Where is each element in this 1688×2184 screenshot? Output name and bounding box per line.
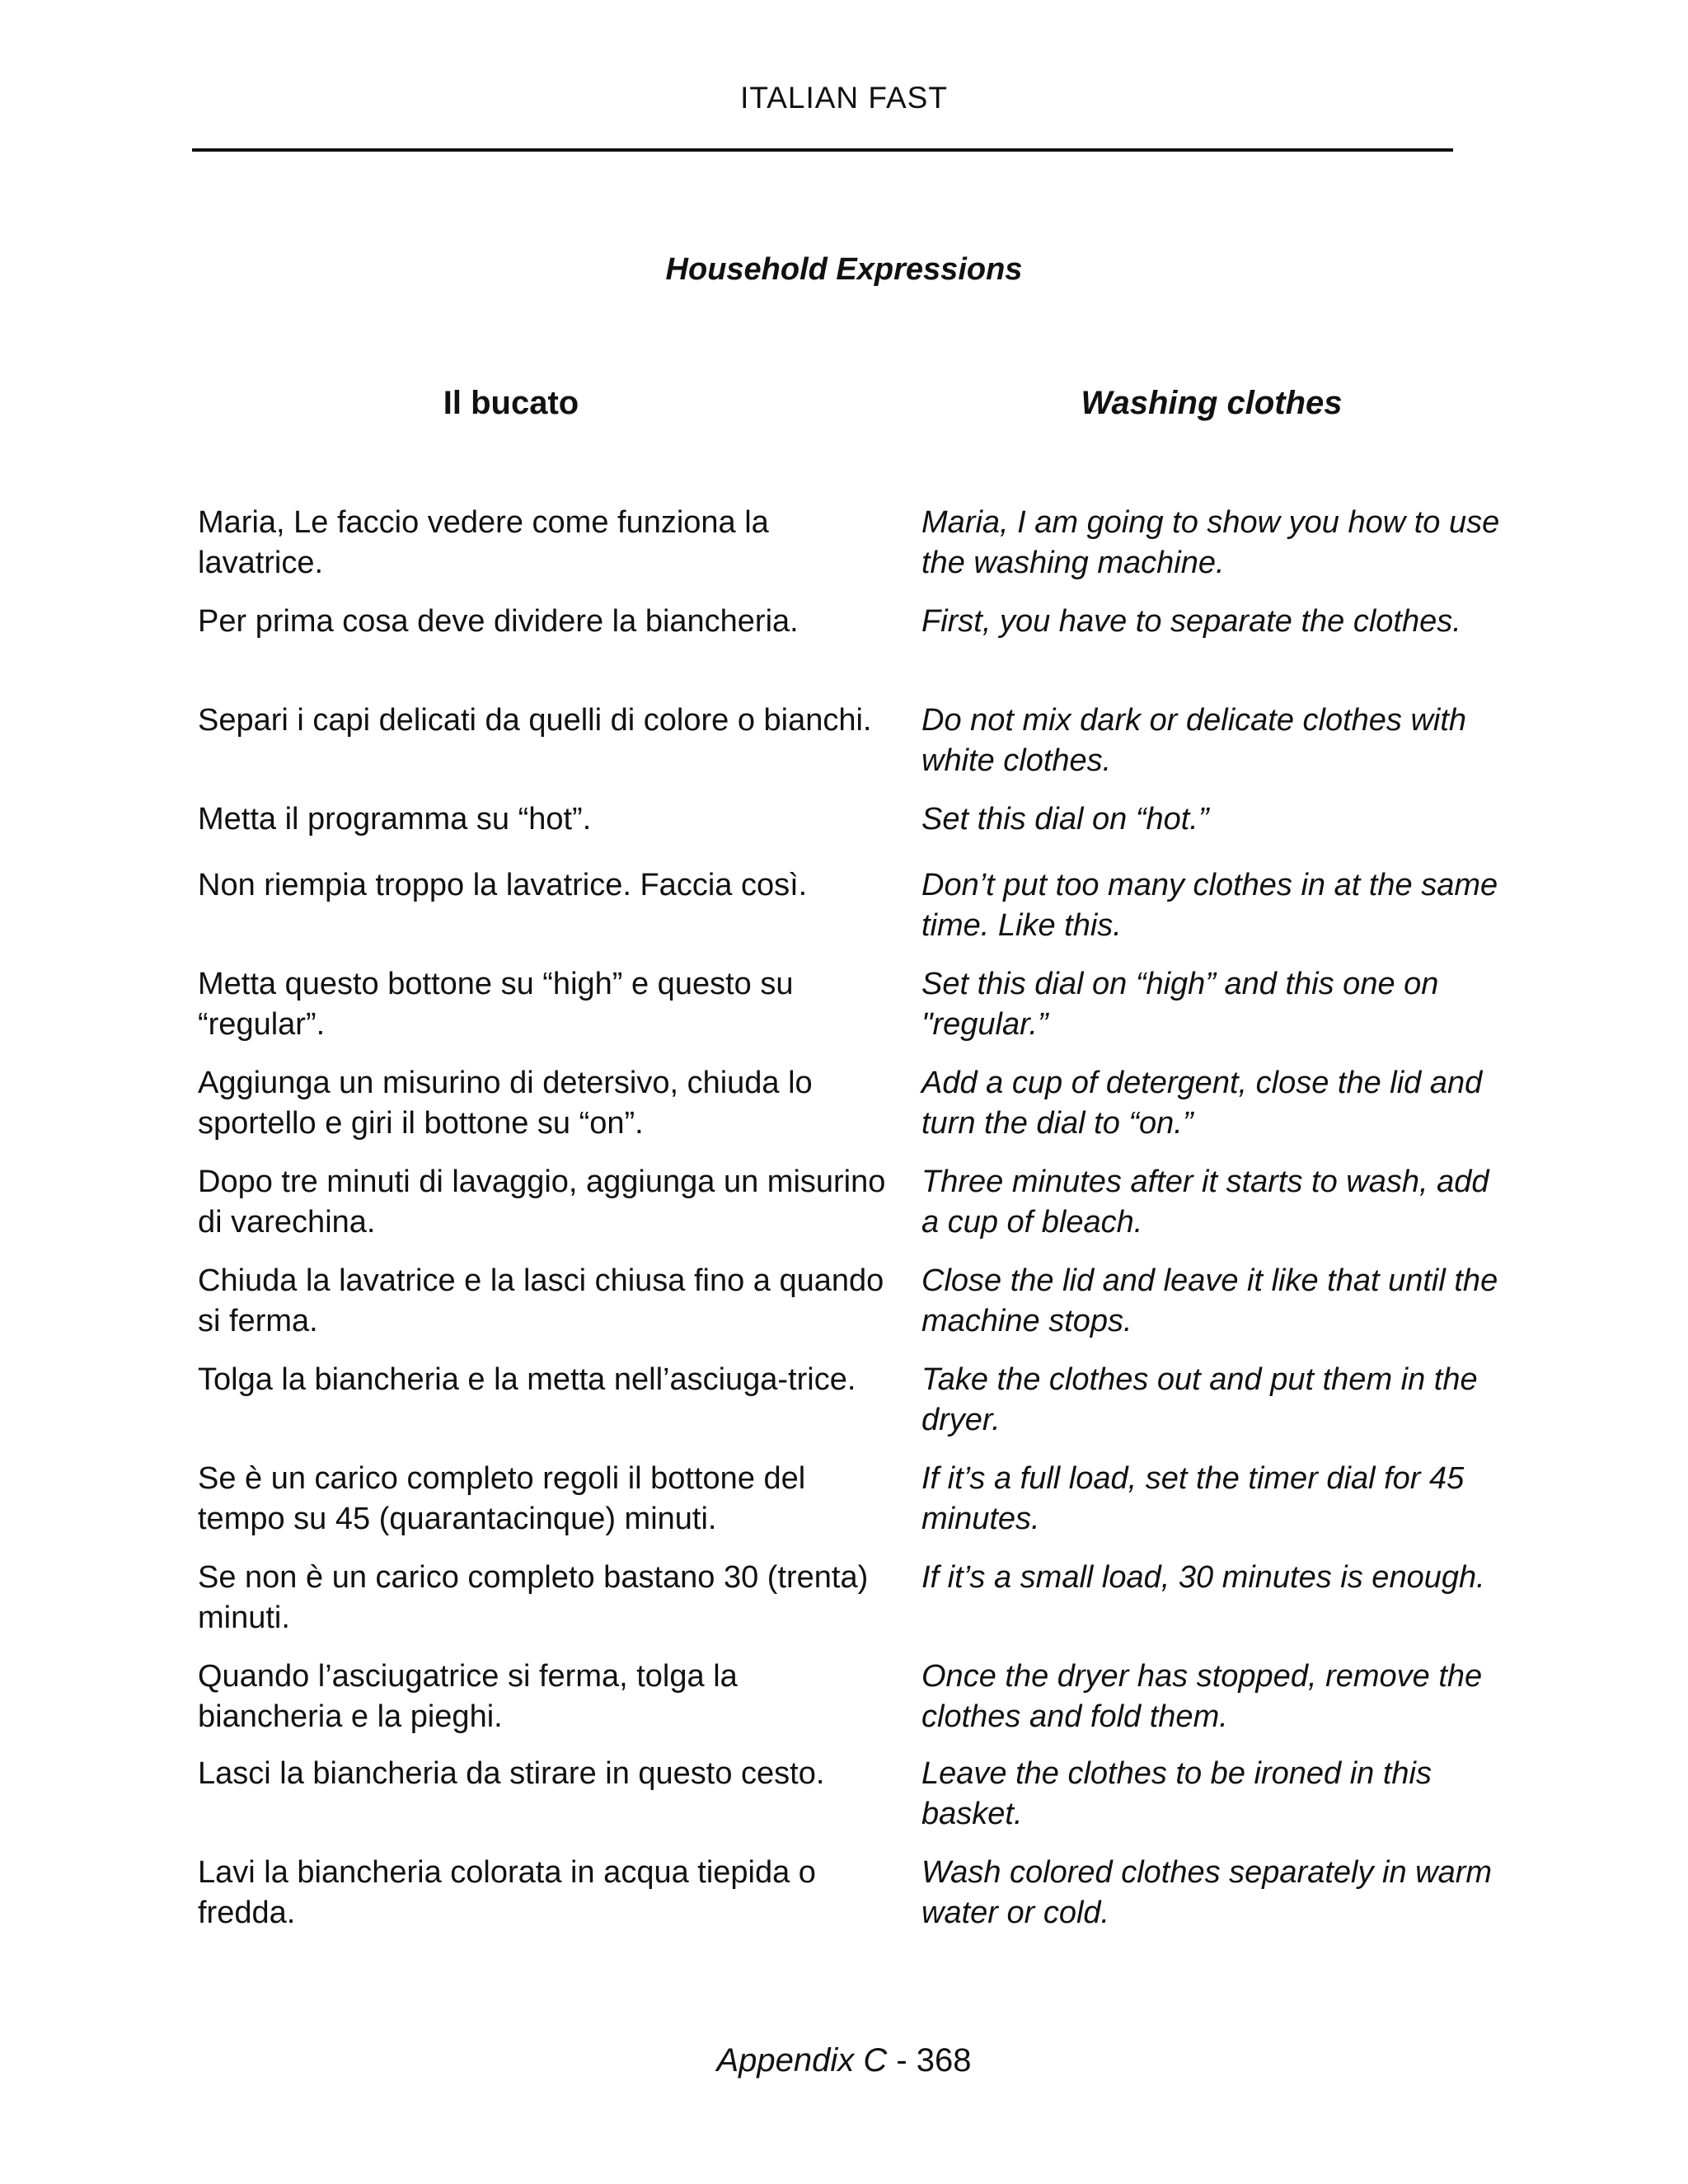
italian-phrase: Chiuda la lavatrice e la lasci chiusa fino a quando si ferma. [198, 1263, 884, 1338]
header-rule [192, 148, 1453, 152]
english-translation: Once the dryer has stopped, remove the clothes and fold them. [921, 1659, 1483, 1734]
english-translation: First, you have to separate the clothes. [921, 604, 1461, 639]
italian-phrase: Tolga la biancheria e la metta nell’asciuga-trice. [198, 1362, 856, 1397]
italian-phrase: Dopo tre minuti di lavaggio, aggiunga un misurino di varechina. [198, 1165, 886, 1240]
english-translation: Wash colored clothes separately in warm water or cold. [921, 1855, 1493, 1930]
page-number: 368 [916, 2042, 972, 2079]
italian-phrase: Per prima cosa deve dividere la biancheria. [198, 604, 799, 639]
english-translation: Set this dial on “hot.” [921, 802, 1209, 837]
english-translation: Leave the clothes to be ironed in this basket. [921, 1756, 1432, 1831]
italian-phrase: Se non è un carico completo bastano 30 (trenta) minuti. [198, 1560, 869, 1635]
italian-phrase: Maria, Le faccio vedere come funziona la lavatrice. [198, 505, 769, 580]
english-translation: Don’t put too many clothes in at the same time. Like this. [921, 868, 1498, 943]
english-translation: Close the lid and leave it like that until the machine stops. [921, 1263, 1498, 1338]
page-footer [0, 2042, 1688, 2079]
english-translation: Three minutes after it starts to wash, add a cup of bleach. [921, 1165, 1489, 1240]
english-translation: Set this dial on “high” and this one on "regular.” [921, 967, 1439, 1042]
italian-phrase: Metta il programma su “hot”. [198, 802, 592, 837]
italian-phrase: Separi i capi delicati da quelli di colore o bianchi. [198, 703, 872, 738]
italian-phrase: Quando l’asciugatrice si ferma, tolga la biancheria e la pieghi. [198, 1659, 738, 1734]
english-translation: Take the clothes out and put them in the dryer. [921, 1362, 1478, 1437]
italian-phrase: Metta questo bottone su “high” e questo su “regular”. [198, 967, 794, 1042]
english-translation: Do not mix dark or delicate clothes with white clothes. [921, 703, 1467, 778]
italian-phrase: Se è un carico completo regoli il bottone del tempo su 45 (quarantacinque) minuti. [198, 1461, 806, 1536]
appendix-label: Appendix C [716, 2042, 888, 2079]
italian-phrase: Aggiunga un misurino di detersivo, chiuda lo sportello e giri il bottone su “on”. [198, 1066, 813, 1141]
column-header-italian: Il bucato [443, 385, 579, 421]
english-translation: Add a cup of detergent, close the lid and turn the dial to “on.” [921, 1066, 1483, 1141]
english-translation: Maria, I am going to show you how to use the washing machine. [921, 505, 1500, 580]
italian-phrase: Non riempia troppo la lavatrice. Faccia così. [198, 868, 808, 902]
italian-phrase: Lavi la biancheria colorata in acqua tiepida o fredda. [198, 1855, 816, 1930]
running-header: ITALIAN FAST [740, 81, 948, 115]
english-translation: If it’s a full load, set the timer dial for 45 minutes. [921, 1461, 1465, 1536]
english-translation: If it’s a small load, 30 minutes is enough. [921, 1560, 1485, 1595]
column-header-english: Washing clothes [1081, 385, 1343, 421]
section-title: Household Expressions [665, 252, 1023, 287]
footer-separator: - [887, 2042, 917, 2079]
italian-phrase: Lasci la biancheria da stirare in questo cesto. [198, 1756, 825, 1791]
